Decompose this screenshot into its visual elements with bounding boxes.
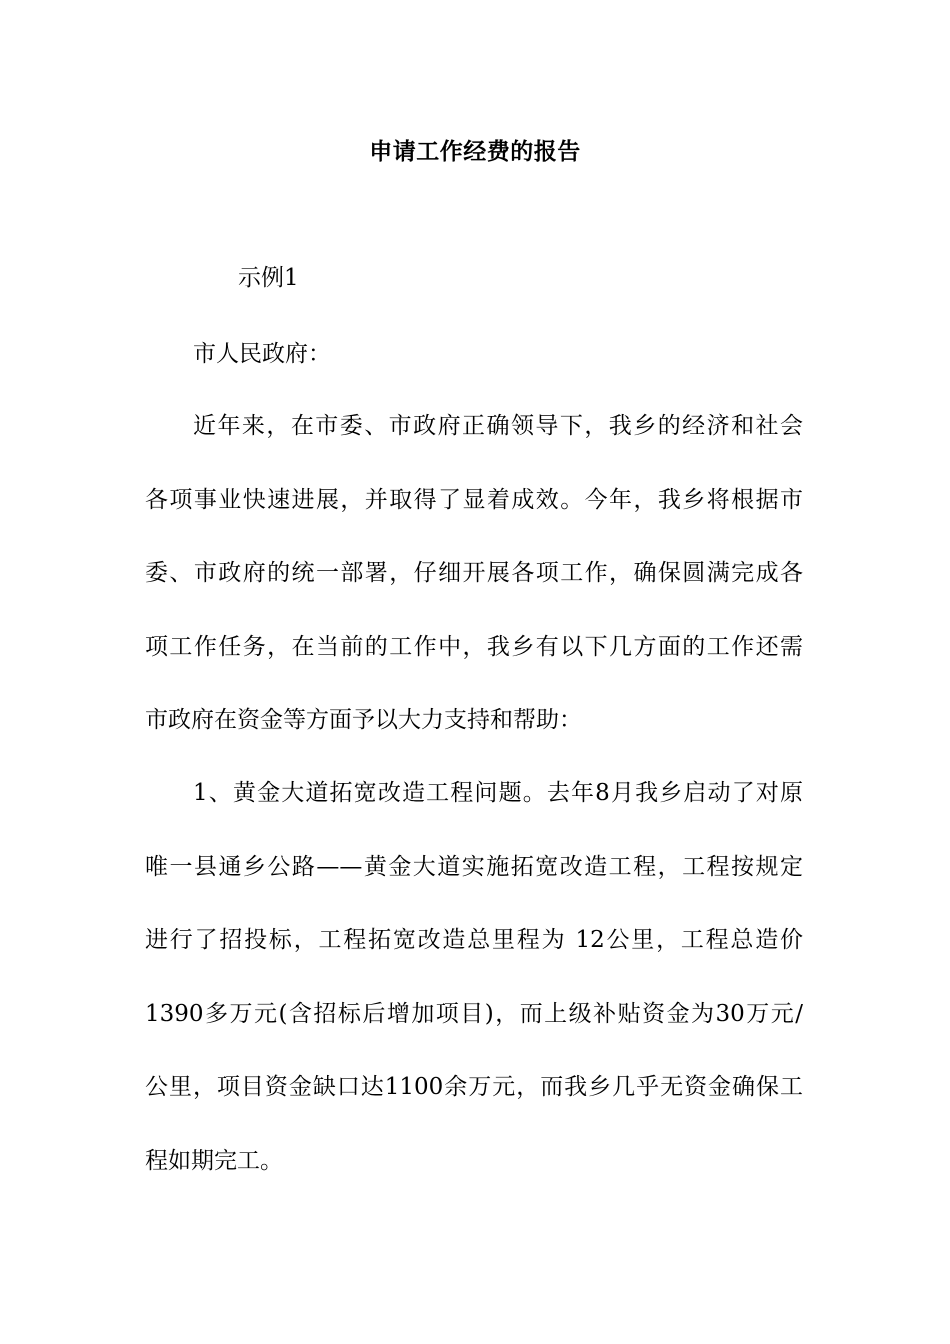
document-title: 申请工作经费的报告 — [369, 139, 581, 165]
paragraph2-line: 1390多万元(含招标后增加项目)，而上级补贴资金为30万元/ — [145, 1001, 803, 1027]
paragraph1-line: 近年来，在市委、市政府正确领导下，我乡的经济和社会 — [193, 413, 803, 439]
paragraph2-line: 唯一县通乡公路——黄金大道实施拓宽改造工程，工程按规定 — [145, 854, 803, 880]
paragraph2-line: 1、黄金大道拓宽改造工程问题。去年8月我乡启动了对原 — [193, 780, 803, 806]
paragraph2-line: 公里，项目资金缺口达1100余万元，而我乡几乎无资金确保工 — [145, 1074, 803, 1100]
paragraph2-line: 进行了招投标，工程拓宽改造总里程为 12公里，工程总造价 — [145, 927, 803, 953]
salutation: 市人民政府： — [193, 341, 331, 367]
paragraph1-line: 委、市政府的统一部署，仔细开展各项工作，确保圆满完成各 — [145, 560, 803, 586]
paragraph2-line: 程如期完工。 — [145, 1148, 283, 1174]
paragraph1-line: 各项事业快速进展，并取得了显着成效。今年，我乡将根据市 — [145, 487, 803, 513]
example-label: 示例1 — [238, 265, 299, 291]
paragraph1-line: 项工作任务，在当前的工作中，我乡有以下几方面的工作还需 — [145, 634, 803, 660]
paragraph1-line: 市政府在资金等方面予以大力支持和帮助： — [145, 707, 582, 733]
